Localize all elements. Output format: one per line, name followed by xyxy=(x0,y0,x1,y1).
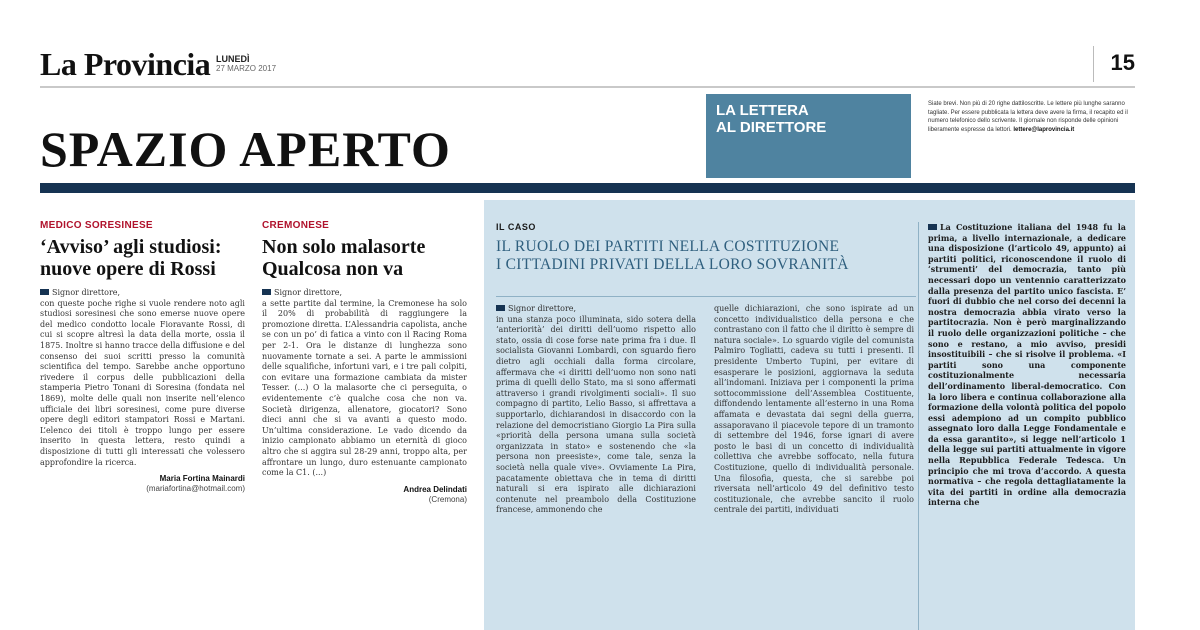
submission-rules-note xyxy=(928,100,1133,134)
article-headline: Non solo malasorte Qualcosa non va xyxy=(262,236,426,280)
article-kicker: MEDICO SORESINESE xyxy=(40,220,153,231)
feature-column-2 xyxy=(714,304,914,516)
paragraph-marker-icon xyxy=(928,224,937,230)
page-number-divider xyxy=(1093,46,1094,82)
issue-full-date: 27 MARZO 2017 xyxy=(216,64,277,73)
letters-email: lettere@laprovincia.it xyxy=(1013,126,1075,133)
feature-kicker: IL CASO xyxy=(496,222,536,232)
feature-headline xyxy=(496,238,916,274)
feature-col1-text: in una stanza poco illuminata, sido sotera della ‘anteriorità’ dei diritti dell’uomo rispetto allo stato, ossia di cose forse nate prima fra i due. Il socialista Giovanni Lombardi, con sguardo fiero dietro agli occhiali dalla forma circolare, affermava che «i diritti dell’uomo non sono nati prima di quelli dello Stato, ma si sono affermati attraverso i grandi rivolgimenti sociali». Il suo compagno di partito, Lelio Basso, si affrettava a supportarlo, dichiarandosi in disaccordo con la relazione del democristiano Giorgio La Pira sulla «priorità della persona umana sulla società organizzata in stato» e sostenendo che «la persona non preesiste», come tale, senza la società nella quale vive». Ovviamente La Pira, pacatamente obiettava che in tema di diritti naturali si era ispirato alle dichiarazioni contenute nel preambolo della Costituzione francese, ammonendo che xyxy=(496,314,696,515)
paragraph-marker-icon xyxy=(262,289,271,295)
feature-column-3 xyxy=(928,222,1126,508)
article-text: con queste poche righe si vuole rendere noto agli studiosi soresinesi che sono emerse nuove opere del medico condotto locale Fioravante Rossi, di cui si scopre altresì la data della morte, ossia il 1875. Inoltre si hanno tracce della diffusione e del consenso dei suoi scritti presso la comunità scientifica del tempo. Sarebbe anche opportuno rivedere il corpus delle pubblicazioni della stamperia Pietro Tonani di Soresina (fondata nel 1869), molte delle quali non inserite nell’elenco ufficiale dei libri soresinesi, come pure diverse opere degli editori stampatori Rossi e Martani. L’elenco dei titoli è troppo lungo per essere inserito in questa lettera, resto quindi a disposizione di tutti gli interessati che volessero approfondire la ricerca. xyxy=(40,298,245,467)
feature-panel-il-caso xyxy=(484,200,1135,630)
section-title: SPAZIO APERTO xyxy=(40,121,451,177)
paragraph-marker-icon xyxy=(496,305,505,311)
issue-date xyxy=(216,54,276,74)
newspaper-logo: La Provincia xyxy=(40,46,211,82)
paragraph-marker-icon xyxy=(40,289,49,295)
feature-column-divider xyxy=(918,222,919,630)
article-medico-soresinese xyxy=(40,220,245,494)
article-signature xyxy=(40,474,245,494)
feature-col3-text: La Costituzione italiana del 1948 fu la prima, a livello internazionale, a dedicare una disposizione (l’articolo 49, appunto) ai partiti politici, riconoscendone il ruolo di ‘strumenti’ del democrazia, tanto più necessari dopo un ventennio caratterizzato dalla presenza del partito unico fascista. E’ fuori di dubbio che nel corso dei decenni la nostra democrazia abbia virato verso la partitocrazia. Non è però marginalizzando il ruolo delle organizzazioni politiche – che sono e restano, a mio avviso, presidi insostituibili – che si risolve il problema. «I partiti sono una componente costituzionalmente necessaria dell’ordinamento liberal-democratico. Con la loro libera e continua collaborazione alla formazione della volontà politica del popolo essi adempiono ad un compito pubblico assegnato loro dalla Legge Fondamentale e da essa garantito», si legge nell’articolo 1 della legge sui partiti attualmente in vigore nella Repubblica Federale Tedesca. Un principio che mi trova d’accordo. A questa normativa – che regola dettagliatamente la vita dei partiti in ordine alla democrazia interna che xyxy=(928,222,1126,508)
section-divider-band xyxy=(40,183,1135,193)
feature-headline-rule xyxy=(496,296,916,297)
article-signature xyxy=(262,485,467,505)
feature-column-1 xyxy=(496,304,696,516)
signature-contact: (mariafortina@hotmail.com) xyxy=(146,484,245,494)
submission-rules-text: Siate brevi. Non più di 20 righe dattiloscritte. Le lettere più lunghe saranno tagliate. Per essere pubblicata la lettera deve avere la firma, il recapito ed il numero telefonico dello scrivente. Il giornale non risponde delle opinioni liberamente espresse da lettori. xyxy=(928,101,1128,133)
letter-box-line1: LA LETTERA xyxy=(716,102,809,119)
feature-salutation: Signor direttore, xyxy=(508,304,577,313)
letter-box-line2: AL DIRETTORE xyxy=(716,119,827,136)
signature-contact: (Cremona) xyxy=(428,494,467,504)
signature-name: Andrea Delindati xyxy=(403,484,467,494)
article-body xyxy=(40,288,245,468)
signature-name: Maria Fortina Mainardi xyxy=(159,474,245,484)
article-headline: ‘Avviso’ agli studiosi: nuove opere di Rossi xyxy=(40,236,222,280)
article-body xyxy=(262,288,467,479)
feature-headline-line1: IL RUOLO DEI PARTITI NELLA COSTITUZIONE xyxy=(496,238,840,255)
issue-day: LUNEDÌ xyxy=(216,54,250,64)
masthead-rule xyxy=(40,86,1135,88)
article-salutation: Signor direttore, xyxy=(274,288,343,297)
masthead xyxy=(40,46,1135,86)
article-kicker: CREMONESE xyxy=(262,220,330,231)
feature-col2-text: quelle dichiarazioni, che sono ispirate ad un concetto individualistico della persona e che contrastano con il fatto che il diritto è sempre di natura sociale». Lo sguardo vigile del comunista Palmiro Togliatti, cadeva su tutti i presenti. Il presidente Umberto Tupini, per evitare di esasperare le posizioni, aggiornava la seduta all’indomani. Iniziava per i componenti la prima sottocommissione dell’Assemblea Costituente, diffondendo lentamente all’esterno in una Roma affamata e devastata dai segni della guerra, assaporavano il piacevole tepore di un tramonto di settembre del 1946, forse ignari di avere posto le basi di un concetto di individualità collettiva che avrebbe soffocato, nella futura Costituzione, quello di individualità personale. Una filosofia, questa, che si sarebbe poi riversata nell’articolo 49 del definitivo testo costituzionale, che avrebbe sancito il ruolo centrale dei partiti, individuati xyxy=(714,304,914,515)
article-text: a sette partite dal termine, la Cremonese ha solo il 20% di probabilità di raggiungere la promozione diretta. L’Alessandria capolista, anche se con un po’ di fatica a vinto con il Racing Roma per 2-1. Ora le distanze di lunghezza sono nuovamente tornate a sei. A parte le ammissioni delle squalifiche, infortuni vari, e i tre pali colpiti, con evitare una formazione cambiata da mister Tesser. (...) O la malasorte che ci perseguita, o evidentemente c’è qualche cosa che non va. Società dirigenza, allenatore, giocatori? Sono dieci anni che si va avanti a questo modo. Un’ultima considerazione. Le vado dicendo da inizio campionato abbiamo un eternità di gioco altro che si aggira sul 28-29 anni, troppo alta, per affrontare un lungo, duro estenuante campionato come la C1. (...) xyxy=(262,298,467,478)
letter-to-editor-box xyxy=(706,94,911,178)
feature-headline-line2: I CITTADINI PRIVATI DELLA LORO SOVRANITÀ xyxy=(496,256,849,273)
article-salutation: Signor direttore, xyxy=(52,288,121,297)
article-cremonese xyxy=(262,220,467,505)
page-number: 15 xyxy=(1110,50,1135,75)
